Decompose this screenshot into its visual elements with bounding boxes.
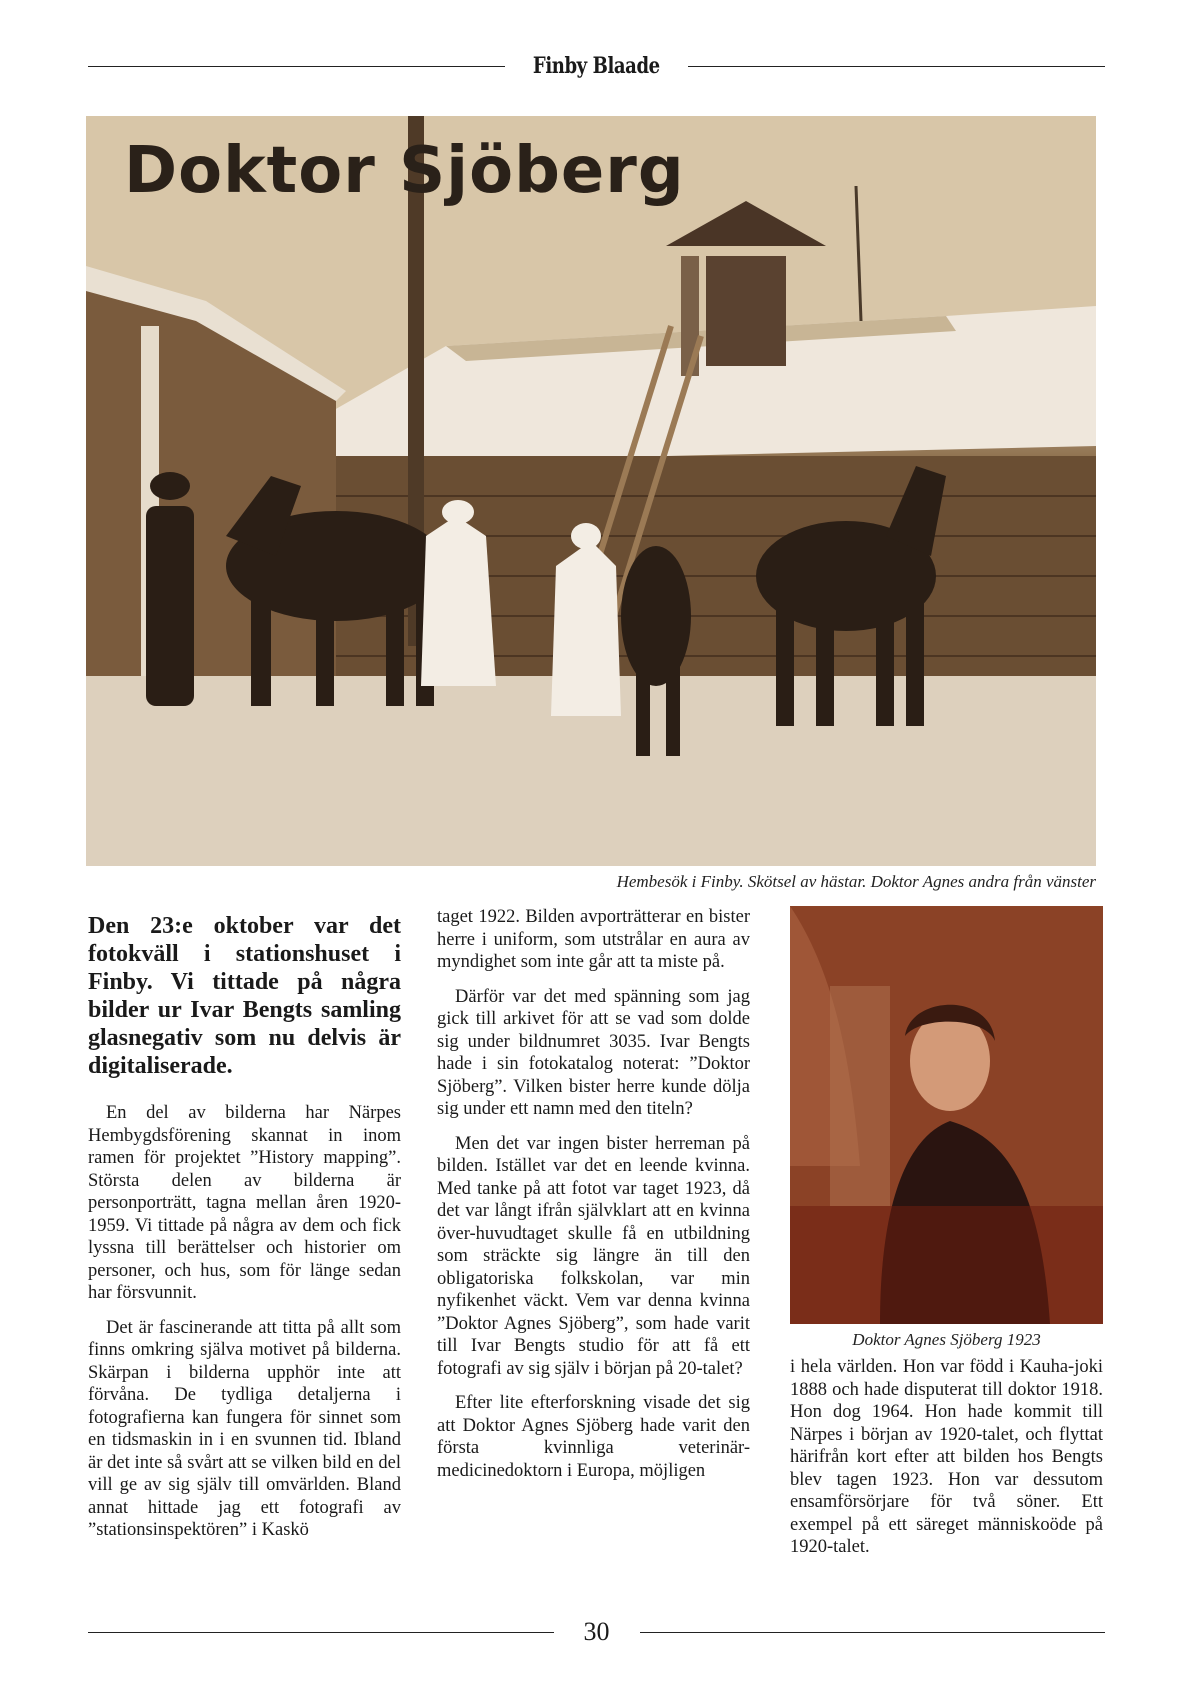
article-title: Doktor Sjöberg xyxy=(124,134,685,208)
footer-rule-right xyxy=(640,1632,1106,1633)
page-header xyxy=(88,48,1105,84)
column-2-paragraph-1: taget 1922. Bilden avporträtterar en bister herre i uniform, som utstrålar en aura av myndighet som inte går att ta miste på. xyxy=(437,907,750,972)
column-1-paragraph-2: Det är fascinerande att titta på allt som finns omkring själva motivet på bilderna. Skärpan i bilderna upphör inte att förvåna. De tydliga detaljerna i fotografierna kan fungera för sinnet som en tidsmaskin in i en svunnen tid. Ibland är det inte så svårt att se vilken bild en del vill ge av sig själv till omvärlden. Bland annat hittade jag ett fotografi av ”stationsinspektören” i Kaskö xyxy=(88,1317,401,1540)
feature-photo xyxy=(86,116,1096,866)
column-1 xyxy=(88,1102,401,1554)
column-3 xyxy=(790,1356,1103,1571)
masthead: Finby Blaade xyxy=(533,53,660,79)
column-3-paragraph-1: i hela världen. Hon var född i Kauha-joki 1888 och hade disputerat till doktor 1918. Hon dog 1964. Hon hade kommit till Närpes i början av 1920-talet, och flyttat härifrån kort efter att bilden hos Bengts blev tagen 1923. Hon var dessutom ensamförsörjare för två söner. Ett exempel på ett säreget människoöde på 1920-talet. xyxy=(790,1357,1103,1557)
portrait-photo xyxy=(790,906,1103,1324)
page-footer xyxy=(88,1614,1105,1650)
header-rule-right xyxy=(688,66,1105,67)
portrait-illustration xyxy=(790,906,1103,1324)
photo-caption: Hembesök i Finby. Skötsel av hästar. Doktor Agnes andra från vänster xyxy=(616,872,1096,891)
lead-paragraph: Den 23:e oktober var det fotokväll i stationshuset i Finby. Vi tittade på några bilder ur Ivar Bengts samling glasnegativ som nu delvis är digitaliserade. xyxy=(88,913,401,1079)
column-2-paragraph-3: Men det var ingen bister herreman på bilden. Istället var det en leende kvinna. Med tanke på att fotot var taget 1923, då det var långt ifrån självklart att en kvinna över-huvudtaget skulle få en utbildning som sträckte sig längre än till den obligatoriska folkskolan, var min nyfikenhet väckt. Vem var denna kvinna ”Doktor Agnes Sjöberg”, som hade varit till Ivar Bengts studio för att få ett fotografi av sig själv i början på 20-talet? xyxy=(437,1133,750,1379)
column-2-paragraph-2: Därför var det med spänning som jag gick till arkivet för att se vad som dolde sig under bildnumret 3035. Ivar Bengts hade i sin fotokatalog noterat: ”Doktor Sjöberg”. Vilken bister herre kunde dölja sig under ett namn med den titeln? xyxy=(437,986,750,1119)
column-2-paragraph-4: Efter lite efterforskning visade det sig att Doktor Agnes Sjöberg hade varit den första kvinnliga veterinär-medicinedoktorn i Europa, möjligen xyxy=(437,1393,750,1481)
portrait-caption: Doktor Agnes Sjöberg 1923 xyxy=(852,1330,1041,1349)
footer-rule-left xyxy=(88,1632,554,1633)
barn-scene-illustration xyxy=(86,116,1096,866)
column-2 xyxy=(437,906,750,1494)
header-rule-left xyxy=(88,66,505,67)
column-1-paragraph-1: En del av bilderna har Närpes Hembygdsförening skannat in inom ramen för projektet ”History mapping”. Största delen av bilderna är personporträtt, tagna mellan åren 1920-1959. Vi tittade på några av dem och fick lyssna till berättelser och historier om personer, och hus, som för länge sedan har försvunnit. xyxy=(88,1103,401,1303)
page-number: 30 xyxy=(583,1617,610,1646)
